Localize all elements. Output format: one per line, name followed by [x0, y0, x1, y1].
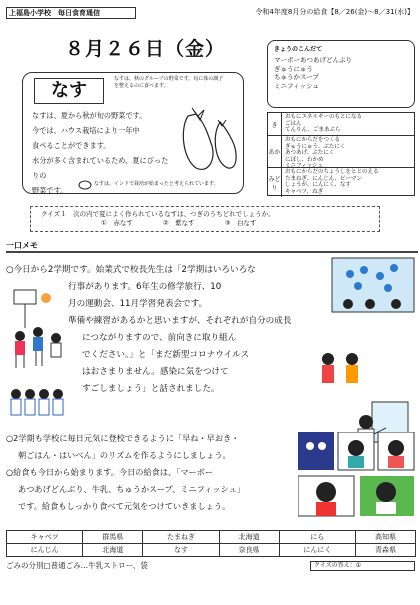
table-cell: 青森県 [355, 544, 415, 557]
group-foods: ぎゅうにゅう、ぶたにく あつあげ、ぶたにく にぼし、わかめ ミニフィッシュ [285, 143, 346, 170]
school-header: 上福島小学校 毎日食育通信 [6, 7, 136, 19]
quiz-box [30, 206, 380, 232]
memo-line: 月の運動会、11月学習発表会です。 [68, 299, 208, 309]
quiz-option: ① 赤なす [101, 219, 133, 227]
memo-line: すごしましょう」と話されました。 [82, 384, 220, 394]
memo-divider [6, 251, 418, 253]
group-foods: たまねぎ、にんじん、ピーマン しょうが、にんにく、なす キャベツ、ねぎ [285, 175, 362, 195]
menu-period: 令和4年度8月分の給食【8／26(金)～8／31(水)】 [255, 8, 414, 16]
lifestyle-icons [298, 432, 416, 518]
table-cell: にんにく [279, 544, 355, 557]
table-cell: 北海道 [219, 531, 279, 544]
group-red [268, 135, 414, 170]
group-label: き [268, 113, 282, 135]
garbage-sorting-note: ごみの分別□普通ごみ…牛乳ストロー、袋 [6, 561, 148, 570]
memo-line: です。給食もしっかり食べて元気をつけていきましょう。 [18, 501, 231, 511]
nasu-line: 野菜です。 [32, 186, 68, 195]
group-label: みどり [268, 168, 282, 197]
nasu-line: なすは、夏から秋が旬の野菜です。 [32, 111, 147, 120]
group-head: おもにからだをつくる [285, 137, 341, 143]
menu-box [267, 40, 415, 108]
quiz-option: ③ 白なす [224, 219, 257, 227]
memo-line: はおさまりません。感染に気をつけて [82, 367, 229, 377]
table-cell: 北海道 [83, 544, 143, 557]
students-group-illustration [8, 386, 64, 422]
memo-paragraph-2 [6, 430, 296, 464]
memo-line: につながりますので、前向きに取り組ん [82, 333, 237, 343]
nasu-line: 食べることができます。 [32, 141, 111, 150]
table-row [7, 531, 416, 544]
memo-line: 準備や練習があるかと思いますが、それぞれが自分の成長 [68, 316, 292, 326]
memo-line: ○給食も今日から始まります。今日の給食は、「マーボー [6, 467, 214, 477]
memo-line: ○2学期も学校に毎日元気に登校できるように「早ね・早おき・ [6, 433, 240, 443]
nasu-line: 水分が多く含まれているため、夏にぴったりの [32, 156, 169, 180]
table-cell: キャベツ [7, 531, 83, 544]
memo-line: 朝ごはん・はいべん」のリズムを作るようにしましょう。 [18, 450, 231, 460]
table-cell: 高知県 [355, 531, 415, 544]
table-cell: にら [279, 531, 355, 544]
table-cell: 群馬県 [83, 531, 143, 544]
group-label: あか [268, 136, 282, 167]
eggplant-illustration [178, 98, 240, 176]
memo-line: あつあげどんぶり、牛乳、ちゅうかスープ、ミニフィッシュ」 [18, 484, 245, 494]
quiz-option: ② 紫なす [162, 219, 195, 227]
group-foods: ごはん てんりん、ごまあぶら [285, 120, 341, 134]
table-cell: 奈良県 [219, 544, 279, 557]
group-yellow [268, 113, 414, 135]
quiz-answer: クイズの答え：① [310, 561, 415, 571]
menu-item: ミニフィッシュ [274, 81, 319, 90]
group-head: おもにエネルギーのもとになる [285, 114, 363, 120]
menu-item: ちゅうかスープ [274, 73, 319, 81]
aquarium-illustration [330, 256, 416, 314]
memo-line: 行事があります。6年生の修学旅行、10 [68, 282, 222, 292]
food-groups [267, 112, 415, 196]
menu-item: ぎゅうにゅう [274, 64, 313, 73]
menu-title: きょうのこんだて [274, 46, 323, 53]
group-head: おもにからだのちょうしをととのえる [285, 169, 379, 175]
vegetable-origin-table [6, 530, 416, 557]
table-cell: たまねぎ [143, 531, 219, 544]
quiz-question: クイズ１ 次の内で夏によく作られているなすは、つぎのうちどれでしょうか。 [41, 210, 275, 218]
memo-title: 一口メモ [6, 240, 46, 252]
group-green [268, 167, 414, 197]
memo-line: ○今日から2学期です。始業式で校長先生は「2学期はいろいろな [6, 265, 256, 275]
date-title: ８月２６日（金） [64, 38, 225, 60]
nasu-footnote: なすは、インドで栽培が始まったと考えられています。 [94, 181, 219, 187]
children-illustration [314, 350, 368, 386]
basketball-kids-illustration [6, 288, 68, 378]
table-cell: にんじん [7, 544, 83, 557]
eggplant-small-icon [78, 178, 92, 190]
memo-line: でください。」と「まだ新型コロナウイルス [82, 350, 250, 360]
menu-item: マーボーあつあげどんぶり [274, 56, 352, 64]
table-row [7, 544, 416, 557]
nasu-title: なす [34, 78, 104, 104]
nasu-note: なすは、秋のグループの野菜です。旬に体の調子を整えるのに食べます。 [114, 76, 224, 89]
table-cell: なす [143, 544, 219, 557]
nasu-line: 今では、ハウス栽培により一年中 [32, 126, 140, 135]
memo-paragraph-3 [6, 464, 296, 515]
